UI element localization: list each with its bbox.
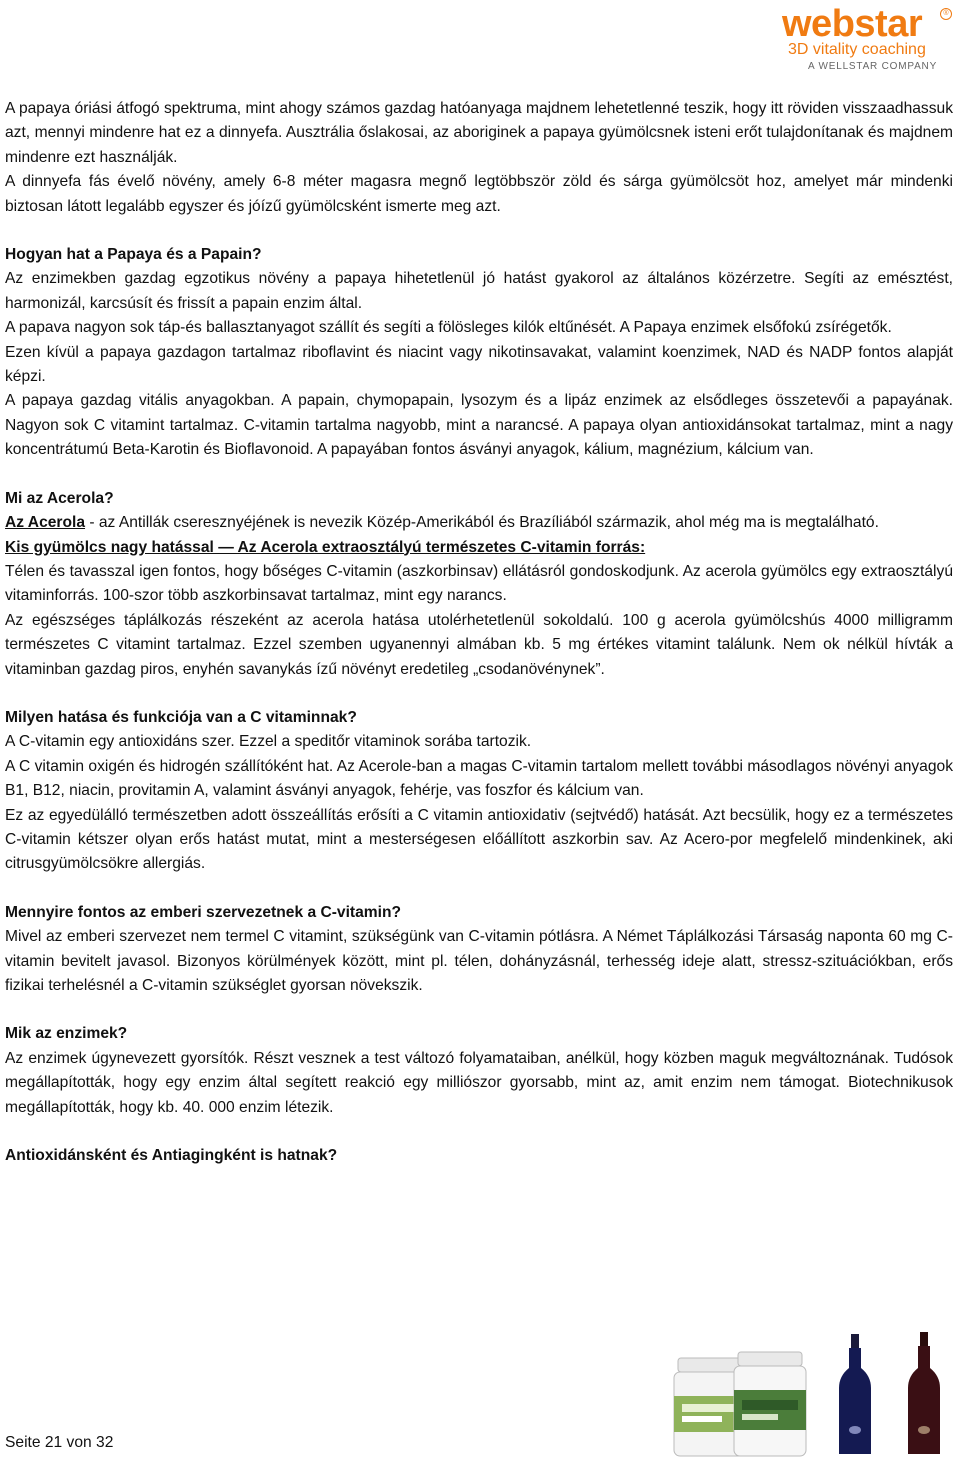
heading-papaya-papain: Hogyan hat a Papaya és a Papain? (5, 246, 262, 264)
webstar-logo (782, 4, 952, 76)
logo-company: A WELLSTAR COMPANY (808, 61, 938, 72)
paragraph-egeszseges: Az egészséges táplálkozás részeként az acerola hatása utolérhetetlenül sokoldalú. 100 g acerola gyümölcshús 4000 milligramm természetes C vitamint tartalmaz. Ezzel szemben ugyanennyi almában kb. 5 mg értékes vitamint találunk. Nem ok nélkül hívták a vitaminban gazdag piros, enyhén savanykás ízű növényt eredetileg „csodanövénynek”. (5, 611, 953, 678)
heading-cvitamin-hatasa: Milyen hatása és funkciója van a C vitaminnak? (5, 708, 357, 726)
paragraph-acerola-origin: Az Acerola - az Antillák cseresznyéjének is nevezik Közép-Amerikából és Brazíliából származik, ahol még ma is megtalálható. (5, 514, 879, 532)
paragraph-dinnyefa: A dinnyefa fás évelő növény, amely 6-8 méter magasra megnő legtöbbször zöld és sárga gyümölcsöt hoz, amelyet már mindenki biztosan látott legalább egyszer és jóízű gyümölcsként ismerte meg azt. (5, 173, 953, 215)
heading-antioxidans-antiaging: Antioxidánsként és Antiagingként is hatnak? (5, 1147, 338, 1165)
acerola-term: Az Acerola (5, 514, 86, 532)
paragraph-oxigen: A C vitamin oxigén és hidrogén szállítóként hat. Az Acerole-ban a magas C-vitamin tartalom mellett további másodlagos növényi anyagok B1, B12, niacin, provitamin A, valamint ásványi anyagok, fehérje, vas foszfor és kálcium van. (5, 757, 953, 800)
heading-mennyire-fontos: Mennyire fontos az emberi szervezetnek a C-vitamin? (5, 903, 402, 921)
logo-wordmark: webstar (782, 3, 923, 45)
paragraph-ballasztanyag: A papava nagyon sok táp-és ballasztanyagot szállít és segíti a fölösleges kilók eltűnését. A Papaya enzimek elsőfokú zsírégetők. (5, 319, 892, 337)
paragraph-telen: Télen és tavasszal igen fontos, hogy bőséges C-vitamin (aszkorbinsav) ellátásról gondoskodjunk. Az acerola gyümölcs egy extraosztályú vitaminforrás. 100-szor több aszkorbinsavat tartalmaz, mint egy narancs. (5, 562, 953, 605)
paragraph-acerola-subhead: Kis gyümölcs nagy hatással — Az Acerola extraosztályú természetes C-vitamin forrás: (5, 538, 646, 556)
paragraph-papaya-intro: A papaya óriási átfogó spektruma, mint ahogy számos gazdag hatóanyaga majdnem lehetetlenné teszik, hogy itt röviden visszaadhassuk azt, mennyi mindenre hat ez a dinnyefa. Ausztrália őslakosai, az aboriginek a papaya gyümölcsnek isteni erőt tulajdonítanak és majdnem mindenre ezt használják. (5, 100, 953, 166)
paragraph-gyorsitok: Az enzimek úgynevezett gyorsítók. Részt vesznek a test változó folyamataiban, anélkül, hogy közben maguk megváltoznának. Tudósok megállapították, hogy egy enzim által segített reakció egy milliószor gyorsabb, mint az, amit enzim nem támogat. Biotechnikusok megállapították, hogy kb. 40. 000 enzim létezik. (5, 1049, 953, 1116)
paragraph-vitalis: A papaya gazdag vitális anyagokban. A papain, chymopapain, lysozym és a lipáz enzimek az elsődleges összetevői a papayának. Nagyon sok C vitamint tartalmaz. C-vitamin tartalma nagyobb, mint a narancsé. A papaya olyan antioxidánsokat tartalmaz, mint a nagy koncentrátumú Beta-Karotin és Bioflavonoid. A papayában fontos ásványi anyagok, kálium, magnézium, kálcium van. (5, 392, 953, 459)
logo-registered-mark: ® (940, 8, 952, 20)
paragraph-enzimek: Az enzimekben gazdag egzotikus növény a papaya hihetetlenül jó hatást gyakorol az általános közérzetre. Segíti az emésztést, harmonizál, karcsúsít és frissít a papain enzim által. (5, 270, 953, 312)
paragraph-antioxidans: A C-vitamin egy antioxidáns szer. Ezzel a speditőr vitaminok sorába tartozik. (5, 733, 532, 751)
page-number: Seite 21 von 32 (5, 1434, 114, 1451)
jar-lunar-image (734, 1352, 806, 1456)
paragraph-riboflavin: Ezen kívül a papaya gazdagon tartalmaz riboflavint és niacint vagy nikotinsavakat, valamint koenzimek, NAD és NADP fontos alapját képzi. (5, 343, 953, 386)
paragraph-szervezet: Mivel az emberi szervezet nem termel C vitamint, szükségünk van C-vitamin pótlásra. A Német Táplálkozási Társaság naponta 60 mg C-vitamin bevitelt javasol. Bizonyos körülmények között, mint pl. télen, dohányzásnál, terhesség ideje alatt, stressz-szituációkban, erős fizikai terhelésnél a C-vitamin szükséglet gyorsan növekszik. (5, 928, 953, 994)
heading-enzimek: Mik az enzimek? (5, 1025, 128, 1043)
product-images (668, 1330, 958, 1458)
heading-acerola: Mi az Acerola? (5, 489, 114, 507)
paragraph-egyedulallo: Ez az egyedülálló természetben adott összeállítás erősíti a C vitamin antioxidativ (sejtvédő) hatását. Azt becsülik, hogy ez a természetes C-vitamin kétszer olyan erős hatást mutat, mint a mesterségesen előállított aszkorbin sav. Az Acero-por megfelelő mindenkinek, aki citrusgyümölcsökre allergiás. (5, 806, 953, 873)
document-body (5, 97, 953, 1168)
bottle-red-image (908, 1332, 940, 1454)
bottle-blue-image (839, 1334, 871, 1454)
logo-tagline: 3D vitality coaching (788, 41, 926, 58)
